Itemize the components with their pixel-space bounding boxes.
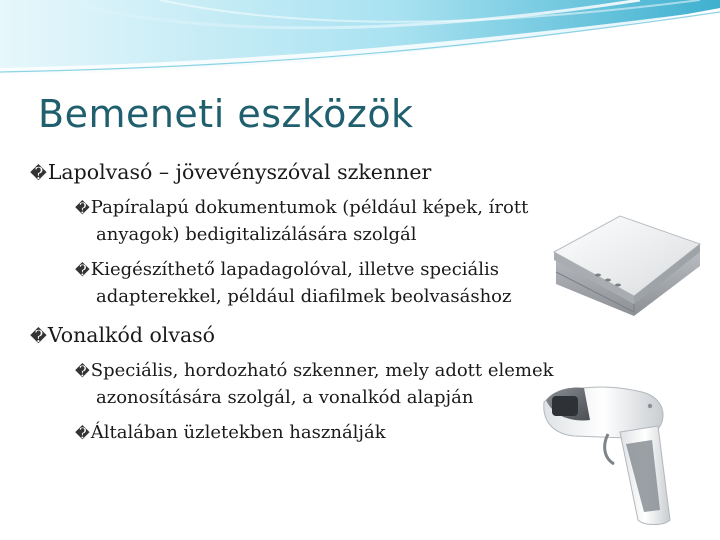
bullet-level1-scanner — [30, 160, 431, 184]
bullet-text-line1: Speciális, hordozható szkenner, mely adott elemek — [90, 360, 554, 381]
bullet-level2-item — [75, 420, 386, 447]
bullet-text: Lapolvasó – jövevényszóval szkenner — [47, 160, 432, 184]
bullet-text-line1: Papíralapú dokumentumok (például képek, írott — [90, 197, 529, 218]
slide-title: Bemeneti eszközök — [38, 92, 414, 136]
bullet-glyph-icon: � — [75, 426, 90, 442]
bullet-text-line1: Általában üzletekben használják — [90, 422, 386, 443]
bullet-level1-barcode — [30, 323, 215, 347]
bullet-text-line2: adapterekkel, például diafilmek beolvasáshoz — [96, 286, 512, 307]
bullet-glyph-icon: � — [75, 201, 90, 217]
bullet-glyph-icon: � — [30, 164, 47, 183]
bullet-text-line2: anyagok) bedigitalizálására szolgál — [96, 224, 417, 245]
bullet-glyph-icon: � — [75, 263, 90, 279]
bullet-glyph-icon: � — [30, 327, 47, 346]
bullet-text-line2: azonosítására szolgál, a vonalkód alapján — [96, 387, 474, 408]
bullet-text: Vonalkód olvasó — [47, 323, 216, 347]
bullet-level2-item — [75, 358, 554, 411]
bullet-level2-item — [75, 195, 528, 248]
flatbed-scanner-image — [548, 200, 704, 324]
barcode-reader-image — [540, 380, 700, 528]
bullet-glyph-icon: � — [75, 364, 90, 380]
bullet-text-line1: Kiegészíthető lapadagolóval, illetve speciális — [90, 259, 500, 280]
bullet-level2-item — [75, 257, 512, 310]
